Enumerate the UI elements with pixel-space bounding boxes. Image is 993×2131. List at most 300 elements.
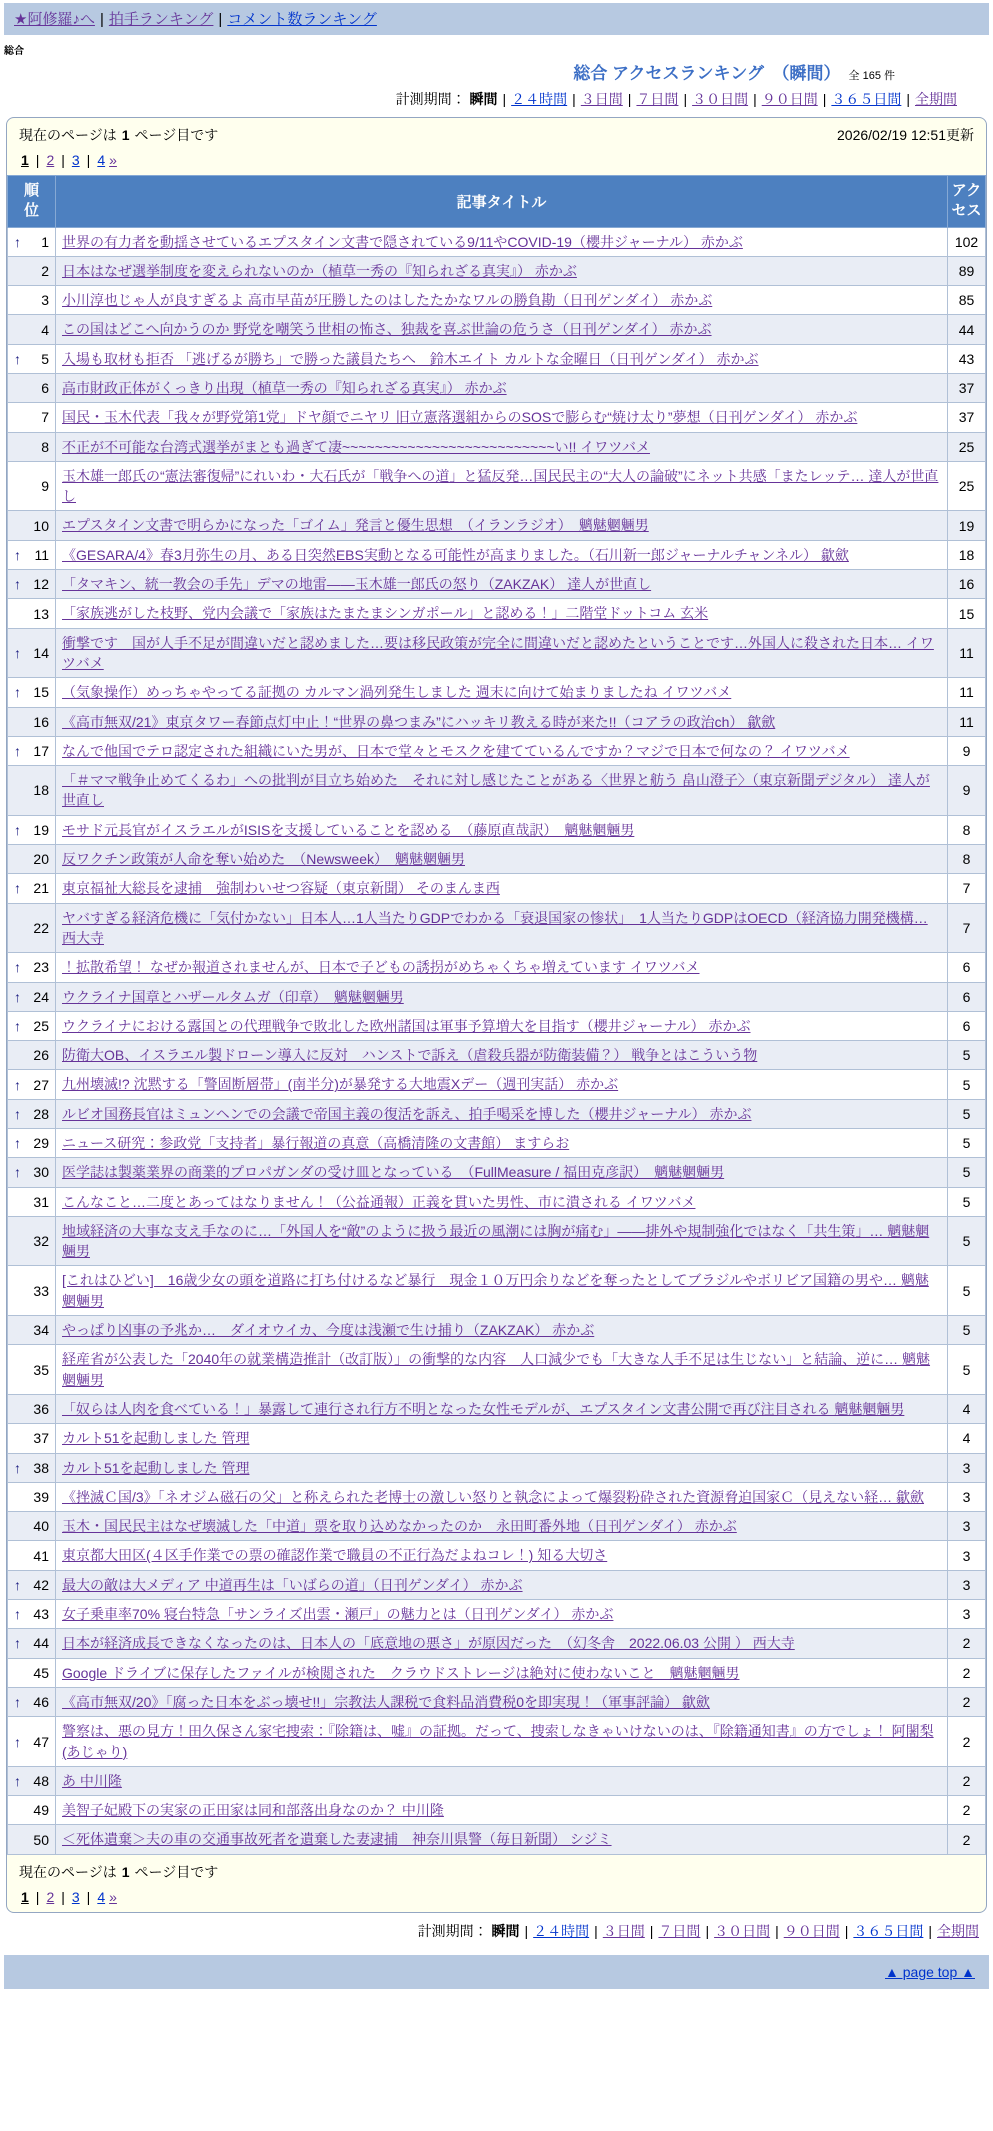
rank-number: 41 bbox=[33, 1547, 49, 1564]
article-link[interactable]: 玉木・国民民主はなぜ壊滅した「中道」票を取り込めなかったのか 永田町番外地（日刊ゲンダイ） 赤かぶ bbox=[62, 1518, 737, 1535]
rank-up-icon: ↑ bbox=[14, 1076, 21, 1093]
article-link[interactable]: やっぱり凶事の予兆か… ダイオウイカ、今度は浅瀬で生け捕り（ZAKZAK） 赤かぶ bbox=[62, 1322, 595, 1339]
article-title-cell bbox=[56, 766, 948, 816]
rank-cell bbox=[8, 1316, 56, 1345]
rank-number: 1 bbox=[41, 233, 49, 250]
table-row bbox=[8, 707, 986, 736]
rank-number: 15 bbox=[33, 684, 49, 701]
period-link[interactable]: ３日間 bbox=[602, 1922, 645, 1939]
table-row bbox=[8, 1658, 986, 1687]
period-current: 瞬間 bbox=[491, 1922, 520, 1939]
article-link[interactable]: 国民・玉木代表「我々が野党第1党」ドヤ顔でニヤリ 旧立憲落選組からのSOSで膨らむ“焼け太り”夢想（日刊ゲンダイ） 赤かぶ bbox=[62, 409, 858, 426]
article-title-cell bbox=[56, 1158, 948, 1187]
table-header-row bbox=[8, 176, 986, 228]
article-title-cell bbox=[56, 1600, 948, 1629]
separator: | bbox=[844, 1922, 849, 1939]
article-link[interactable]: ＜死体遺棄＞夫の車の交通事故死者を遺棄した妻逮捕 神奈川県警（毎日新聞） シジミ bbox=[62, 1831, 612, 1848]
rank-cell bbox=[8, 1041, 56, 1070]
article-title-cell bbox=[56, 845, 948, 874]
separator: | bbox=[502, 91, 507, 107]
period-nav-label: 計測期間： bbox=[417, 1922, 492, 1939]
article-link[interactable]: カルト51を起動しました 管理 bbox=[62, 1430, 250, 1447]
rank-number: 21 bbox=[33, 880, 49, 897]
article-link[interactable]: あ 中川隆 bbox=[62, 1772, 122, 1789]
access-count: 9 bbox=[948, 736, 986, 765]
page-link[interactable]: 3 bbox=[71, 1888, 80, 1905]
rank-cell bbox=[8, 1011, 56, 1040]
rank-number: 8 bbox=[41, 438, 49, 455]
table-row bbox=[8, 344, 986, 373]
table-row bbox=[8, 1011, 986, 1040]
article-link[interactable]: 不正が不可能な台湾式選挙がまとも過ぎて凄~~~~~~~~~~~~~~~~~~~~~~~~~~い!! イワツバメ bbox=[62, 438, 650, 455]
page-top-link[interactable]: ▲ page top ▲ bbox=[885, 1963, 975, 1980]
article-title-cell bbox=[56, 315, 948, 344]
article-title-cell bbox=[56, 1453, 948, 1482]
access-count: 89 bbox=[948, 256, 986, 285]
rank-up-icon: ↑ bbox=[14, 233, 21, 250]
period-link[interactable]: ３０日間 bbox=[714, 1922, 771, 1939]
next-page-link[interactable]: » bbox=[109, 152, 117, 168]
rank-number: 20 bbox=[33, 851, 49, 868]
article-title-cell bbox=[56, 432, 948, 461]
access-count: 3 bbox=[948, 1600, 986, 1629]
table-row bbox=[8, 953, 986, 982]
article-title-cell bbox=[56, 511, 948, 540]
rank-cell bbox=[8, 1453, 56, 1482]
article-title-cell bbox=[56, 373, 948, 402]
article-link[interactable]: ！拡散希望！ なぜか報道されませんが、日本で子どもの誘拐がめちゃくちゃ増えています イワツバメ bbox=[62, 959, 700, 976]
article-title-cell bbox=[56, 903, 948, 953]
access-count: 5 bbox=[948, 1129, 986, 1158]
article-title-cell bbox=[56, 1070, 948, 1099]
article-link[interactable]: 《高市無双/20》「腐った日本をぶっ壊せ!!」宗教法人課税で食料品消費税0を即実現！（軍事評論） 歙歛 bbox=[62, 1693, 710, 1710]
separator: | bbox=[99, 11, 104, 28]
article-link[interactable]: 日本が経済成長できなくなったのは、日本人の「底意地の悪さ」が原因だった （幻冬舎 2022.06.03 公開 ） 西大寺 bbox=[62, 1635, 795, 1652]
access-count: 11 bbox=[948, 707, 986, 736]
article-title-cell bbox=[56, 1658, 948, 1687]
article-link[interactable]: ウクライナ国章とハザールタムガ（印章） 魑魅魍魎男 bbox=[62, 988, 404, 1005]
period-link[interactable]: ７日間 bbox=[658, 1922, 701, 1939]
rank-cell bbox=[8, 1570, 56, 1599]
article-title-cell bbox=[56, 1345, 948, 1395]
article-link[interactable]: 防衛大OB、イスラエル製ドローン導入に反対 ハンストで訴え（虐殺兵器が防衛装備？） 戦争とはこういう物 bbox=[62, 1047, 758, 1064]
access-count: 16 bbox=[948, 570, 986, 599]
article-title-cell bbox=[56, 736, 948, 765]
period-link[interactable]: ３日間 bbox=[580, 91, 623, 107]
rank-cell bbox=[8, 1629, 56, 1658]
top-nav-bar bbox=[4, 3, 989, 35]
access-count: 7 bbox=[948, 874, 986, 903]
article-link[interactable]: カルト51を起動しました 管理 bbox=[62, 1459, 250, 1476]
article-title-cell bbox=[56, 1717, 948, 1767]
rank-cell bbox=[8, 903, 56, 953]
rank-up-icon: ↑ bbox=[14, 1459, 21, 1476]
updated-timestamp: 2026/02/19 12:51更新 bbox=[837, 127, 974, 143]
separator: | bbox=[86, 152, 91, 168]
rank-cell bbox=[8, 1766, 56, 1795]
page-link[interactable]: 4 bbox=[97, 1888, 106, 1905]
table-row bbox=[8, 1394, 986, 1423]
table-row bbox=[8, 1717, 986, 1767]
rank-up-icon: ↑ bbox=[14, 1606, 21, 1623]
rank-number: 29 bbox=[33, 1135, 49, 1152]
table-row bbox=[8, 1570, 986, 1599]
rank-up-icon: ↑ bbox=[14, 1694, 21, 1711]
table-row bbox=[8, 766, 986, 816]
article-link[interactable]: 警察は、悪の見方！田久保さん家宅捜索：『除籍は、嘘』の証拠。だって、捜索しなきゃいけないのは、『除籍通知書』の方でしょ！ 阿闍梨(あじゃり) bbox=[62, 1723, 934, 1760]
article-link[interactable]: 世界の有力者を動揺させているエプスタイン文書で隠されている9/11やCOVID-19（櫻井ジャーナル） 赤かぶ bbox=[62, 233, 743, 250]
article-title-cell bbox=[56, 707, 948, 736]
article-link[interactable]: 小川淳也じゃ人が良すぎるよ 高市早苗が圧勝したのはしたたかなワルの勝負勘（日刊ゲンダイ） 赤かぶ bbox=[62, 292, 713, 309]
access-count: 5 bbox=[948, 1316, 986, 1345]
access-count: 8 bbox=[948, 845, 986, 874]
article-link[interactable]: 入場も取材も拒否 「逃げるが勝ち」で勝った議員たちへ 鈴木エイト カルトな金曜日（日刊ゲンダイ） 赤かぶ bbox=[62, 350, 759, 367]
access-count: 25 bbox=[948, 461, 986, 511]
separator: | bbox=[35, 152, 40, 168]
rank-cell bbox=[8, 1600, 56, 1629]
bottom-bar bbox=[4, 1955, 989, 1989]
rank-number: 6 bbox=[41, 380, 49, 397]
table-row bbox=[8, 1345, 986, 1395]
article-link[interactable]: 九州壊滅!? 沈黙する「警固断層帯」(南半分)が暴発する大地震Xデー（週刊実話） 赤かぶ bbox=[62, 1076, 619, 1093]
rank-number: 23 bbox=[33, 959, 49, 976]
period-link[interactable]: 全期間 bbox=[937, 1922, 979, 1939]
article-title-cell bbox=[56, 1216, 948, 1266]
article-title-cell bbox=[56, 344, 948, 373]
rank-cell bbox=[8, 628, 56, 678]
access-count: 3 bbox=[948, 1453, 986, 1482]
rank-up-icon: ↑ bbox=[14, 988, 21, 1005]
period-link[interactable]: ７日間 bbox=[636, 91, 679, 107]
table-row bbox=[8, 511, 986, 540]
rank-cell bbox=[8, 845, 56, 874]
rank-cell bbox=[8, 403, 56, 432]
table-row bbox=[8, 1158, 986, 1187]
article-link[interactable]: この国はどこへ向かうのか 野党を嘲笑う世相の怖さ、独裁を喜ぶ世論の危うさ（日刊ゲンダイ） 赤かぶ bbox=[62, 321, 712, 338]
period-link[interactable]: ２４時間 bbox=[533, 1922, 590, 1939]
access-count: 44 bbox=[948, 315, 986, 344]
pagination-top bbox=[19, 152, 974, 168]
article-link[interactable]: モサド元長官がイスラエルがISISを支援していることを認める （藤原直哉訳） 魑魅魍魎男 bbox=[62, 821, 635, 838]
rank-cell bbox=[8, 373, 56, 402]
rank-number: 32 bbox=[33, 1233, 49, 1250]
rank-cell bbox=[8, 982, 56, 1011]
article-title-cell bbox=[56, 1687, 948, 1716]
rank-up-icon: ↑ bbox=[14, 644, 21, 661]
rank-number: 43 bbox=[33, 1606, 49, 1623]
article-link[interactable]: 東京都大田区(４区手作業での票の確認作業で職員の不正行為だよねコレ！) 知る大切さ bbox=[62, 1547, 608, 1564]
page-link[interactable]: 4 bbox=[97, 152, 106, 168]
article-link[interactable]: 《挫滅Ｃ国/3》「ネオジム磁石の父」と称えられた老博士の激しい怒りと執念によって爆裂粉砕された資源脅迫国家Ｃ（見えない経… 歙歛 bbox=[62, 1488, 925, 1505]
article-title-cell bbox=[56, 1011, 948, 1040]
separator: | bbox=[218, 11, 223, 28]
access-count: 5 bbox=[948, 1266, 986, 1316]
rank-number: 30 bbox=[33, 1164, 49, 1181]
article-link[interactable]: （気象操作）めっちゃやってる証拠の カルマン渦列発生しました 週末に向けて始まりましたね イワツバメ bbox=[62, 684, 732, 701]
table-row bbox=[8, 432, 986, 461]
separator: | bbox=[572, 91, 576, 107]
period-link[interactable]: ２４時間 bbox=[511, 91, 568, 107]
rank-cell bbox=[8, 227, 56, 256]
table-row bbox=[8, 1041, 986, 1070]
article-link[interactable]: 医学誌は製薬業界の商業的プロパガンダの受け皿となっている （FullMeasure / 福田克彦訳） 魑魅魍魎男 bbox=[62, 1164, 725, 1181]
rank-number: 14 bbox=[33, 644, 49, 661]
rank-number: 18 bbox=[33, 782, 49, 799]
article-link[interactable]: 「タマキン、統一教会の手先」デマの地雷――玉木雄一郎氏の怒り（ZAKZAK） 達人が世直し bbox=[62, 576, 652, 593]
article-title-cell bbox=[56, 1394, 948, 1423]
rank-cell bbox=[8, 256, 56, 285]
access-count: 5 bbox=[948, 1216, 986, 1266]
rank-number: 42 bbox=[33, 1576, 49, 1593]
rank-number: 17 bbox=[33, 742, 49, 759]
access-count: 2 bbox=[948, 1825, 986, 1854]
article-link[interactable]: 《GESARA/4》春3月弥生の月、ある日突然EBS実動となる可能性が高まりました。（石川新一郎ジャーナルチャンネル） 歙歛 bbox=[62, 546, 849, 563]
article-link[interactable]: [これはひどい] 16歳少女の頭を道路に打ち付けるなど暴行 現金１０万円余りなどを奪ったとしてブラジルやボリビア国籍の男や… 魑魅魍魎男 bbox=[62, 1272, 929, 1309]
article-link[interactable]: エプスタイン文書で明らかになった「ゴイム」発言と優生思想 （イランラジオ） 魑魅魍魎男 bbox=[62, 517, 649, 534]
access-count: 3 bbox=[948, 1570, 986, 1599]
table-row bbox=[8, 903, 986, 953]
page-link[interactable]: 3 bbox=[71, 152, 80, 168]
access-count: 37 bbox=[948, 373, 986, 402]
article-title-cell bbox=[56, 599, 948, 628]
article-link[interactable]: 最大の敵は大メディア 中道再生は「いばらの道」（日刊ゲンダイ） 赤かぶ bbox=[62, 1576, 523, 1593]
title-column-header: 記事タイトル bbox=[56, 176, 948, 228]
article-title-cell bbox=[56, 286, 948, 315]
access-count: 6 bbox=[948, 953, 986, 982]
rank-cell bbox=[8, 766, 56, 816]
rank-cell bbox=[8, 736, 56, 765]
current-page-number: 1 bbox=[121, 1863, 130, 1880]
page-link[interactable]: 2 bbox=[46, 1888, 55, 1905]
rank-number: 16 bbox=[33, 713, 49, 730]
next-page-link[interactable]: » bbox=[109, 1888, 117, 1905]
rank-number: 49 bbox=[33, 1802, 49, 1819]
article-link[interactable]: ニュース研究：参政党「支持者」暴行報道の真意（高橋清隆の文書館） ますらお bbox=[62, 1135, 570, 1151]
article-link[interactable]: なんで他国でテロ認定された組織にいた男が、日本で堂々とモスクを建てているんですか？マジで日本で何なの？ イワツバメ bbox=[62, 742, 850, 759]
table-row bbox=[8, 1512, 986, 1541]
access-count: 11 bbox=[948, 628, 986, 678]
table-row bbox=[8, 315, 986, 344]
rank-number: 9 bbox=[41, 478, 49, 495]
access-count: 4 bbox=[948, 1424, 986, 1453]
access-count: 9 bbox=[948, 766, 986, 816]
separator: | bbox=[775, 1922, 779, 1939]
table-row bbox=[8, 1541, 986, 1570]
rank-cell bbox=[8, 461, 56, 511]
article-title-cell bbox=[56, 227, 948, 256]
table-row bbox=[8, 1424, 986, 1453]
rank-cell bbox=[8, 1187, 56, 1216]
top-nav-links bbox=[14, 11, 377, 28]
article-title-cell bbox=[56, 1129, 948, 1158]
ranking-table bbox=[7, 175, 986, 1855]
period-link[interactable]: ９０日間 bbox=[761, 91, 818, 107]
article-title-cell bbox=[56, 874, 948, 903]
article-link[interactable]: ウクライナにおける露国との代理戦争で敗北した欧州諸国は軍事予算増大を目指す（櫻井ジャーナル） 赤かぶ bbox=[62, 1017, 751, 1034]
table-row bbox=[8, 599, 986, 628]
access-count: 6 bbox=[948, 982, 986, 1011]
table-row bbox=[8, 1453, 986, 1482]
article-title-cell bbox=[56, 1629, 948, 1658]
article-link[interactable]: 反ワクチン政策が人命を奪い始めた （Newsweek） 魑魅魍魎男 bbox=[62, 851, 465, 868]
article-link[interactable]: 衝撃です 国が人手不足が間違いだと認めました…要は移民政策が完全に間違いだと認めたということです…外国人に殺された日本… イワツバメ bbox=[62, 634, 934, 671]
table-row bbox=[8, 1070, 986, 1099]
rank-number: 37 bbox=[33, 1430, 49, 1447]
article-link[interactable]: 地域経済の大事な支え手なのに…「外国人を“敵”のように扱う最近の風潮には胸が痛む」――排外や規制強化ではなく「共生策」… 魑魅魍魎男 bbox=[62, 1222, 930, 1260]
rank-up-icon: ↑ bbox=[14, 959, 21, 976]
pagination-bottom bbox=[19, 1889, 974, 1905]
top-nav-link[interactable]: 拍手ランキング bbox=[108, 11, 214, 28]
table-row bbox=[8, 1766, 986, 1795]
table-row bbox=[8, 845, 986, 874]
rank-number: 48 bbox=[33, 1772, 49, 1789]
period-link[interactable]: ３０日間 bbox=[692, 91, 749, 107]
access-count: 5 bbox=[948, 1041, 986, 1070]
access-count: 102 bbox=[948, 227, 986, 256]
article-link[interactable]: Google ドライブに保存したファイルが検閲された クラウドストレージは絶対に使わないこと 魑魅魍魎男 bbox=[62, 1664, 740, 1681]
access-column-header: アクセス bbox=[948, 176, 986, 228]
rank-number: 4 bbox=[41, 321, 49, 338]
separator: | bbox=[86, 1888, 91, 1905]
separator: | bbox=[61, 1888, 65, 1905]
separator: | bbox=[61, 152, 65, 168]
rank-up-icon: ↑ bbox=[14, 1135, 21, 1152]
period-link[interactable]: ９０日間 bbox=[783, 1922, 840, 1939]
rank-up-icon: ↑ bbox=[14, 350, 21, 367]
rank-number: 2 bbox=[41, 262, 49, 279]
article-title-cell bbox=[56, 540, 948, 569]
period-nav-bottom bbox=[6, 1921, 987, 1941]
rank-cell bbox=[8, 1158, 56, 1187]
rank-cell bbox=[8, 815, 56, 844]
ranking-table-body bbox=[8, 227, 986, 1854]
article-link[interactable]: 美智子妃殿下の実家の正田家は同和部落出身なのか？ 中川隆 bbox=[62, 1802, 444, 1819]
article-link[interactable]: こんなこと…二度とあってはなりません！（公益通報）正義を貫いた男性、市に潰される イワツバメ bbox=[62, 1193, 696, 1210]
top-nav-link[interactable]: コメント数ランキング bbox=[227, 11, 377, 28]
rank-number: 22 bbox=[33, 919, 49, 936]
rank-number: 50 bbox=[33, 1831, 49, 1848]
rank-number: 36 bbox=[33, 1401, 49, 1418]
current-page-number: 1 bbox=[121, 127, 130, 143]
article-title-cell bbox=[56, 403, 948, 432]
article-title-cell bbox=[56, 570, 948, 599]
period-current: 瞬間 bbox=[469, 91, 498, 107]
current-page-text: 現在のページは 1 ページ目です bbox=[19, 127, 219, 143]
access-count: 2 bbox=[948, 1629, 986, 1658]
article-title-cell bbox=[56, 628, 948, 678]
rank-up-icon: ↑ bbox=[14, 1105, 21, 1122]
rank-number: 40 bbox=[33, 1518, 49, 1535]
access-count: 8 bbox=[948, 815, 986, 844]
rank-cell bbox=[8, 1129, 56, 1158]
article-link[interactable]: 《高市無双/21》東京タワー春節点灯中止！“世界の鼻つまみ”にハッキリ教える時が来た!!（コアラの政治ch） 歙歛 bbox=[62, 713, 776, 730]
rank-cell bbox=[8, 599, 56, 628]
article-title-cell bbox=[56, 1570, 948, 1599]
article-link[interactable]: ヤバすぎる経済危機に「気付かない」日本人…1人当たりGDPでわかる「衰退国家の惨状」 1人当たりGDPはOECD（経済協力開発機構… 西大寺 bbox=[62, 909, 928, 946]
article-link[interactable]: 経産省が公表した「2040年の就業構造推計（改訂版）」の衝撃的な内容 人口減少でも「大きな人手不足は生じない」と結論、逆に… 魑魅魍魎男 bbox=[62, 1351, 931, 1388]
rank-number: 25 bbox=[33, 1017, 49, 1034]
rank-cell bbox=[8, 1070, 56, 1099]
rank-cell bbox=[8, 1266, 56, 1316]
page-title: 総合 アクセスランキング （瞬間） bbox=[573, 64, 841, 83]
table-row bbox=[8, 1825, 986, 1854]
article-link[interactable]: ルビオ国務長官はミュンヘンでの会議で帝国主義の復活を訴え、拍手喝采を博した（櫻井ジャーナル） 赤かぶ bbox=[62, 1105, 752, 1122]
rank-up-icon: ↑ bbox=[14, 1576, 21, 1593]
rank-cell bbox=[8, 874, 56, 903]
rank-number: 35 bbox=[33, 1361, 49, 1378]
rank-cell bbox=[8, 344, 56, 373]
access-count: 6 bbox=[948, 1011, 986, 1040]
separator: | bbox=[928, 1922, 932, 1939]
period-link[interactable]: ３６５日間 bbox=[853, 1922, 924, 1939]
article-title-cell bbox=[56, 815, 948, 844]
article-title-cell bbox=[56, 1541, 948, 1570]
separator: | bbox=[594, 1922, 598, 1939]
table-row bbox=[8, 815, 986, 844]
article-link[interactable]: 高市財政正体がくっきり出現（植草一秀の『知られざる真実』） 赤かぶ bbox=[62, 379, 507, 396]
page-link-current[interactable]: 1 bbox=[21, 1888, 29, 1905]
access-count: 5 bbox=[948, 1345, 986, 1395]
article-link[interactable]: 東京福祉大総長を逮捕 強制わいせつ容疑（東京新聞） そのまんま西 bbox=[62, 880, 500, 897]
access-count: 3 bbox=[948, 1482, 986, 1511]
rank-up-icon: ↑ bbox=[14, 1164, 21, 1181]
article-title-cell bbox=[56, 1766, 948, 1795]
period-link[interactable]: ３６５日間 bbox=[831, 91, 902, 107]
access-count: 18 bbox=[948, 540, 986, 569]
rank-number: 31 bbox=[33, 1193, 49, 1210]
rank-cell bbox=[8, 286, 56, 315]
page-link-current[interactable]: 1 bbox=[21, 152, 29, 168]
table-row bbox=[8, 1796, 986, 1825]
article-title-cell bbox=[56, 1796, 948, 1825]
separator: | bbox=[822, 91, 827, 107]
article-link[interactable]: 玉木雄一郎氏の“憲法審復帰”にれいわ・大石氏が「戦争への道」と猛反発…国民民主の“大人の論破”にネット共感「またレッテ… 達人が世直し bbox=[62, 467, 939, 505]
article-link[interactable]: 女子乗車率70% 寝台特急「サンライズ出雲・瀬戸」の魅力とは（日刊ゲンダイ） 赤かぶ bbox=[62, 1606, 614, 1623]
table-row bbox=[8, 1099, 986, 1128]
top-nav-link[interactable]: ★阿修羅♪へ bbox=[14, 11, 95, 28]
article-link[interactable]: 「家族逃がした枝野、党内会議で「家族はたまたまシンガポール」と認める！」二階堂ドットコム 玄米 bbox=[62, 605, 709, 622]
page-link[interactable]: 2 bbox=[46, 152, 55, 168]
article-link[interactable]: 日本はなぜ選挙制度を変えられないのか（植草一秀の『知られざる真実』） 赤かぶ bbox=[62, 262, 577, 279]
table-row bbox=[8, 1316, 986, 1345]
table-row bbox=[8, 982, 986, 1011]
rank-number: 39 bbox=[33, 1489, 49, 1505]
page-title-line bbox=[0, 59, 993, 84]
rank-number: 47 bbox=[33, 1733, 49, 1750]
article-title-cell bbox=[56, 1482, 948, 1511]
table-row bbox=[8, 1129, 986, 1158]
rank-up-icon: ↑ bbox=[14, 1017, 21, 1034]
article-title-cell bbox=[56, 1041, 948, 1070]
table-row bbox=[8, 1482, 986, 1511]
rank-cell bbox=[8, 1216, 56, 1266]
separator: | bbox=[906, 91, 910, 107]
access-count: 7 bbox=[948, 903, 986, 953]
rank-number: 44 bbox=[33, 1635, 49, 1652]
rank-number: 11 bbox=[34, 546, 49, 563]
period-nav-top bbox=[0, 89, 993, 109]
rank-cell bbox=[8, 1717, 56, 1767]
article-link[interactable]: 「＃ママ戦争止めてくるわ」への批判が目立ち始めた それに対し感じたことがある〈世界と舫う 畠山澄子〉（東京新聞デジタル） 達人が世直し bbox=[62, 772, 930, 809]
separator: | bbox=[705, 1922, 710, 1939]
period-link[interactable]: 全期間 bbox=[915, 91, 957, 107]
access-count: 5 bbox=[948, 1187, 986, 1216]
article-link[interactable]: 「奴らは人肉を食べている！」暴露して連行され行方不明となった女性モデルが、エプスタイン文書公開で再び注目される 魑魅魍魎男 bbox=[62, 1400, 905, 1417]
period-nav-label: 計測期間： bbox=[395, 91, 470, 107]
rank-number: 46 bbox=[33, 1694, 49, 1711]
table-row bbox=[8, 874, 986, 903]
separator: | bbox=[524, 1922, 529, 1939]
